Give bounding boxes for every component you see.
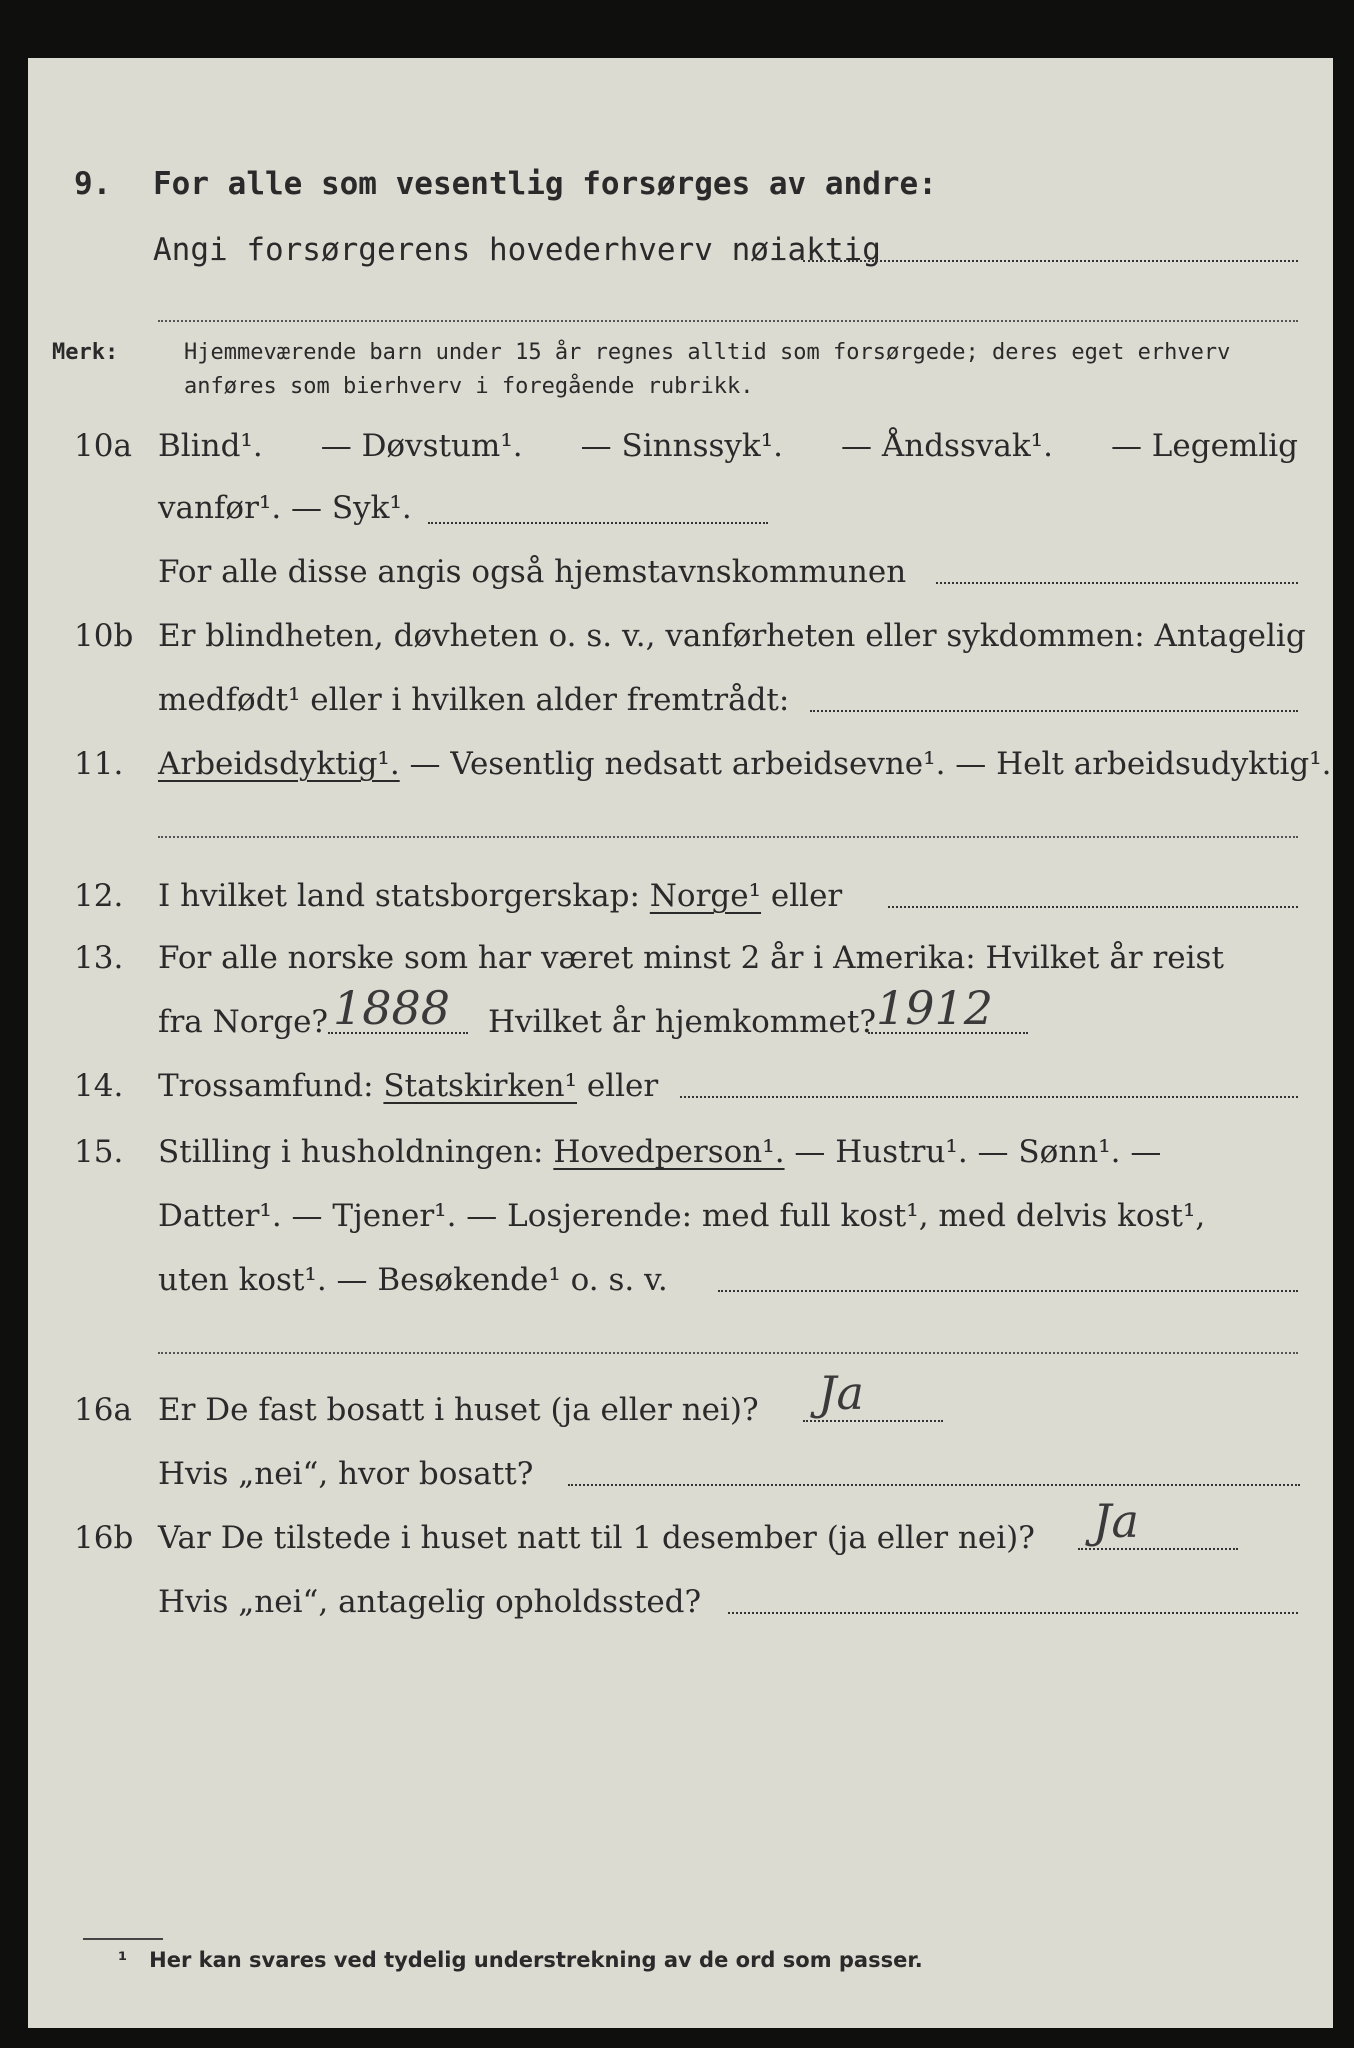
question-number: 11.: [74, 746, 124, 782]
question-text: Var De tilstede i huset natt til 1 desember (ja eller nei)?: [158, 1520, 1035, 1556]
option-rest[interactable]: — Hustru¹. — Sønn¹. —: [794, 1134, 1162, 1170]
answer-line-12[interactable]: [888, 906, 1298, 908]
option-blind[interactable]: Blind¹.: [158, 428, 263, 464]
form-page: [28, 58, 1333, 2028]
question-text: For alle som vesentlig forsørges av andre:: [153, 166, 937, 202]
answer-line-10b[interactable]: [810, 710, 1298, 712]
option-andssvak[interactable]: — Åndssvak¹.: [841, 428, 1053, 464]
option-arbeidsdyktig[interactable]: Arbeidsdyktig¹.: [158, 746, 400, 782]
question-number: 14.: [74, 1068, 124, 1104]
question-number: 10b: [74, 618, 134, 654]
question-number: 10a: [74, 428, 132, 464]
option-statskirken[interactable]: Statskirken¹: [383, 1068, 577, 1104]
answer-line-14[interactable]: [680, 1096, 1298, 1098]
question-text: Er blindheten, døvheten o. s. v., vanførheten eller sykdommen: Antagelig: [158, 618, 1306, 654]
footnote-text: Her kan svares ved tydelig understrekning av de ord som passer.: [149, 1948, 923, 1972]
question-text: fra Norge?: [158, 1004, 329, 1040]
handwritten-answer-16a: Ja: [818, 1366, 864, 1420]
merk-text-1: Hjemmeværende barn under 15 år regnes alltid som forsørgede; deres eget erhverv: [184, 340, 1231, 365]
handwritten-year-hjemkommet: 1912: [876, 981, 994, 1035]
question-text: For alle disse angis også hjemstavnskommunen: [158, 554, 907, 590]
answer-line-9b[interactable]: [158, 320, 1298, 322]
footnote-rule: [83, 1938, 163, 1940]
question-text: For alle norske som har været minst 2 år i Amerika: Hvilket år reist: [158, 940, 1224, 976]
question-text: Angi forsørgerens hovederhverv nøiaktig: [153, 232, 881, 268]
merk-label: Merk:: [52, 340, 119, 365]
handwritten-answer-16b: Ja: [1093, 1494, 1139, 1548]
question-number: 13.: [74, 940, 124, 976]
question-text: Hvis „nei“, antagelig opholdssted?: [158, 1584, 702, 1620]
answer-line-11[interactable]: [158, 836, 1298, 838]
option-rest[interactable]: — Vesentlig nedsatt arbeidsevne¹. — Helt arbeidsudyktig¹.: [399, 746, 1332, 782]
question-number: 16b: [74, 1520, 134, 1556]
footnote-marker: ¹: [118, 1948, 128, 1972]
question-text: Stilling i husholdningen:: [158, 1134, 544, 1170]
answer-line-16a-hvor[interactable]: [568, 1484, 1300, 1486]
merk-text-2: anføres som bierhverv i foregående rubrikk.: [184, 374, 754, 399]
question-text: medfødt¹ eller i hvilken alder fremtrådt:: [158, 682, 790, 718]
answer-line-9[interactable]: [803, 260, 1298, 262]
question-text: Trossamfund:: [158, 1068, 374, 1104]
question-number: 15.: [74, 1134, 124, 1170]
answer-line-16b[interactable]: [1078, 1548, 1238, 1550]
option-eller: eller: [770, 878, 843, 914]
option-vanfor-syk[interactable]: vanfør¹. — Syk¹.: [158, 490, 412, 526]
option-eller: eller: [586, 1068, 659, 1104]
question-number: 12.: [74, 878, 124, 914]
answer-line-16b-opholdssted[interactable]: [728, 1612, 1298, 1614]
footnote: [118, 1948, 923, 1972]
answer-line-15b[interactable]: [158, 1352, 1298, 1354]
handwritten-year-reist: 1888: [333, 981, 451, 1035]
question-text: Hvilket år hjemkommet?: [488, 1004, 876, 1040]
options-line[interactable]: Datter¹. — Tjener¹. — Losjerende: med full kost¹, med delvis kost¹,: [158, 1198, 1206, 1234]
answer-line-16a[interactable]: [803, 1420, 943, 1422]
answer-line-15[interactable]: [718, 1290, 1298, 1292]
option-hovedperson[interactable]: Hovedperson¹.: [553, 1134, 785, 1170]
option-sinnssyk[interactable]: — Sinnssyk¹.: [580, 428, 783, 464]
question-text: I hvilket land statsborgerskap:: [158, 878, 640, 914]
option-legemlig[interactable]: — Legemlig: [1110, 428, 1298, 464]
options-line[interactable]: uten kost¹. — Besøkende¹ o. s. v.: [158, 1262, 668, 1298]
option-norge[interactable]: Norge¹: [649, 878, 762, 914]
question-number: 16a: [74, 1392, 132, 1428]
question-text: Er De fast bosatt i huset (ja eller nei)?: [158, 1392, 759, 1428]
answer-line-10a-hjemstavn[interactable]: [936, 582, 1298, 584]
question-text: Hvis „nei“, hvor bosatt?: [158, 1456, 534, 1492]
option-dovstum[interactable]: — Døvstum¹.: [320, 428, 523, 464]
question-number: 9.: [74, 166, 112, 202]
answer-line-10a[interactable]: [428, 522, 768, 524]
